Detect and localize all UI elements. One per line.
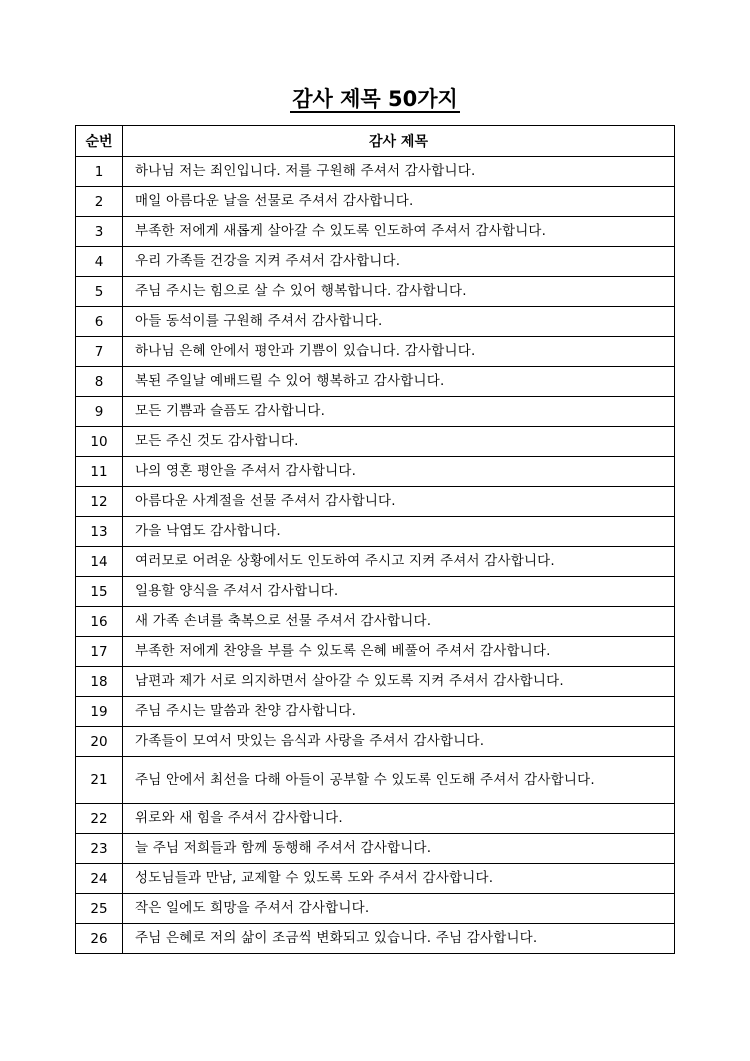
- row-number: 10: [76, 427, 123, 457]
- row-text: 가족들이 모여서 맛있는 음식과 사랑을 주셔서 감사합니다.: [123, 727, 675, 757]
- table-row: [76, 157, 675, 187]
- row-number: 18: [76, 667, 123, 697]
- row-text: 부족한 저에게 새롭게 살아갈 수 있도록 인도하여 주셔서 감사합니다.: [123, 217, 675, 247]
- table-row: [76, 367, 675, 397]
- row-number: 8: [76, 367, 123, 397]
- row-number: 1: [76, 157, 123, 187]
- table-row: [76, 757, 675, 804]
- row-text: 작은 일에도 희망을 주셔서 감사합니다.: [123, 894, 675, 924]
- table-row: [76, 247, 675, 277]
- row-text: 여러모로 어려운 상황에서도 인도하여 주시고 지켜 주셔서 감사합니다.: [123, 547, 675, 577]
- row-number: 15: [76, 577, 123, 607]
- document-title: 감사 제목 50가지: [292, 87, 458, 111]
- row-text: 주님 주시는 힘으로 살 수 있어 행복합니다. 감사합니다.: [123, 277, 675, 307]
- row-text: 남편과 제가 서로 의지하면서 살아갈 수 있도록 지켜 주셔서 감사합니다.: [123, 667, 675, 697]
- row-number: 6: [76, 307, 123, 337]
- thanksgiving-table: [75, 125, 675, 954]
- row-number: 24: [76, 864, 123, 894]
- table-header-row: [76, 126, 675, 157]
- table-body: [76, 157, 675, 954]
- row-text: 아들 동석이를 구원해 주셔서 감사합니다.: [123, 307, 675, 337]
- table-row: [76, 487, 675, 517]
- row-text: 성도님들과 만남, 교제할 수 있도록 도와 주셔서 감사합니다.: [123, 864, 675, 894]
- row-number: 7: [76, 337, 123, 367]
- table-row: [76, 307, 675, 337]
- table-row: [76, 427, 675, 457]
- row-number: 20: [76, 727, 123, 757]
- table-row: [76, 277, 675, 307]
- row-text: 우리 가족들 건강을 지켜 주셔서 감사합니다.: [123, 247, 675, 277]
- table-row: [76, 727, 675, 757]
- row-number: 22: [76, 804, 123, 834]
- row-text: 하나님 은혜 안에서 평안과 기쁨이 있습니다. 감사합니다.: [123, 337, 675, 367]
- table-row: [76, 517, 675, 547]
- row-text: 주님 주시는 말씀과 찬양 감사합니다.: [123, 697, 675, 727]
- row-text: 아름다운 사계절을 선물 주셔서 감사합니다.: [123, 487, 675, 517]
- table-row: [76, 697, 675, 727]
- row-text: 모든 주신 것도 감사합니다.: [123, 427, 675, 457]
- row-text: 가을 낙엽도 감사합니다.: [123, 517, 675, 547]
- column-header-number: 순번: [76, 126, 123, 157]
- row-text: 매일 아름다운 날을 선물로 주셔서 감사합니다.: [123, 187, 675, 217]
- row-text: 주님 은혜로 저의 삶이 조금씩 변화되고 있습니다. 주님 감사합니다.: [123, 924, 675, 954]
- table-row: [76, 577, 675, 607]
- table-row: [76, 337, 675, 367]
- row-text: 주님 안에서 최선을 다해 아들이 공부할 수 있도록 인도해 주셔서 감사합니다.: [123, 757, 675, 804]
- row-text: 위로와 새 힘을 주셔서 감사합니다.: [123, 804, 675, 834]
- row-number: 16: [76, 607, 123, 637]
- table-row: [76, 397, 675, 427]
- row-number: 2: [76, 187, 123, 217]
- table-row: [76, 457, 675, 487]
- table-row: [76, 187, 675, 217]
- row-number: 25: [76, 894, 123, 924]
- table-row: [76, 894, 675, 924]
- table-row: [76, 547, 675, 577]
- table-row: [76, 864, 675, 894]
- row-number: 23: [76, 834, 123, 864]
- row-text: 새 가족 손녀를 축복으로 선물 주셔서 감사합니다.: [123, 607, 675, 637]
- table-row: [76, 637, 675, 667]
- row-number: 17: [76, 637, 123, 667]
- row-number: 26: [76, 924, 123, 954]
- row-number: 9: [76, 397, 123, 427]
- row-text: 하나님 저는 죄인입니다. 저를 구원해 주셔서 감사합니다.: [123, 157, 675, 187]
- table-row: [76, 667, 675, 697]
- row-text: 복된 주일날 예배드릴 수 있어 행복하고 감사합니다.: [123, 367, 675, 397]
- row-number: 11: [76, 457, 123, 487]
- column-header-subject: 감사 제목: [123, 126, 675, 157]
- row-number: 12: [76, 487, 123, 517]
- row-text: 나의 영혼 평안을 주셔서 감사합니다.: [123, 457, 675, 487]
- row-number: 21: [76, 757, 123, 804]
- row-number: 4: [76, 247, 123, 277]
- row-text: 부족한 저에게 찬양을 부를 수 있도록 은혜 베풀어 주셔서 감사합니다.: [123, 637, 675, 667]
- table-row: [76, 217, 675, 247]
- document-title-wrap: [0, 84, 750, 114]
- row-text: 일용할 양식을 주셔서 감사합니다.: [123, 577, 675, 607]
- row-number: 14: [76, 547, 123, 577]
- table-row: [76, 924, 675, 954]
- row-number: 19: [76, 697, 123, 727]
- row-number: 13: [76, 517, 123, 547]
- table-row: [76, 607, 675, 637]
- table-row: [76, 834, 675, 864]
- row-text: 모든 기쁨과 슬픔도 감사합니다.: [123, 397, 675, 427]
- row-text: 늘 주님 저희들과 함께 동행해 주셔서 감사합니다.: [123, 834, 675, 864]
- table-row: [76, 804, 675, 834]
- row-number: 5: [76, 277, 123, 307]
- row-number: 3: [76, 217, 123, 247]
